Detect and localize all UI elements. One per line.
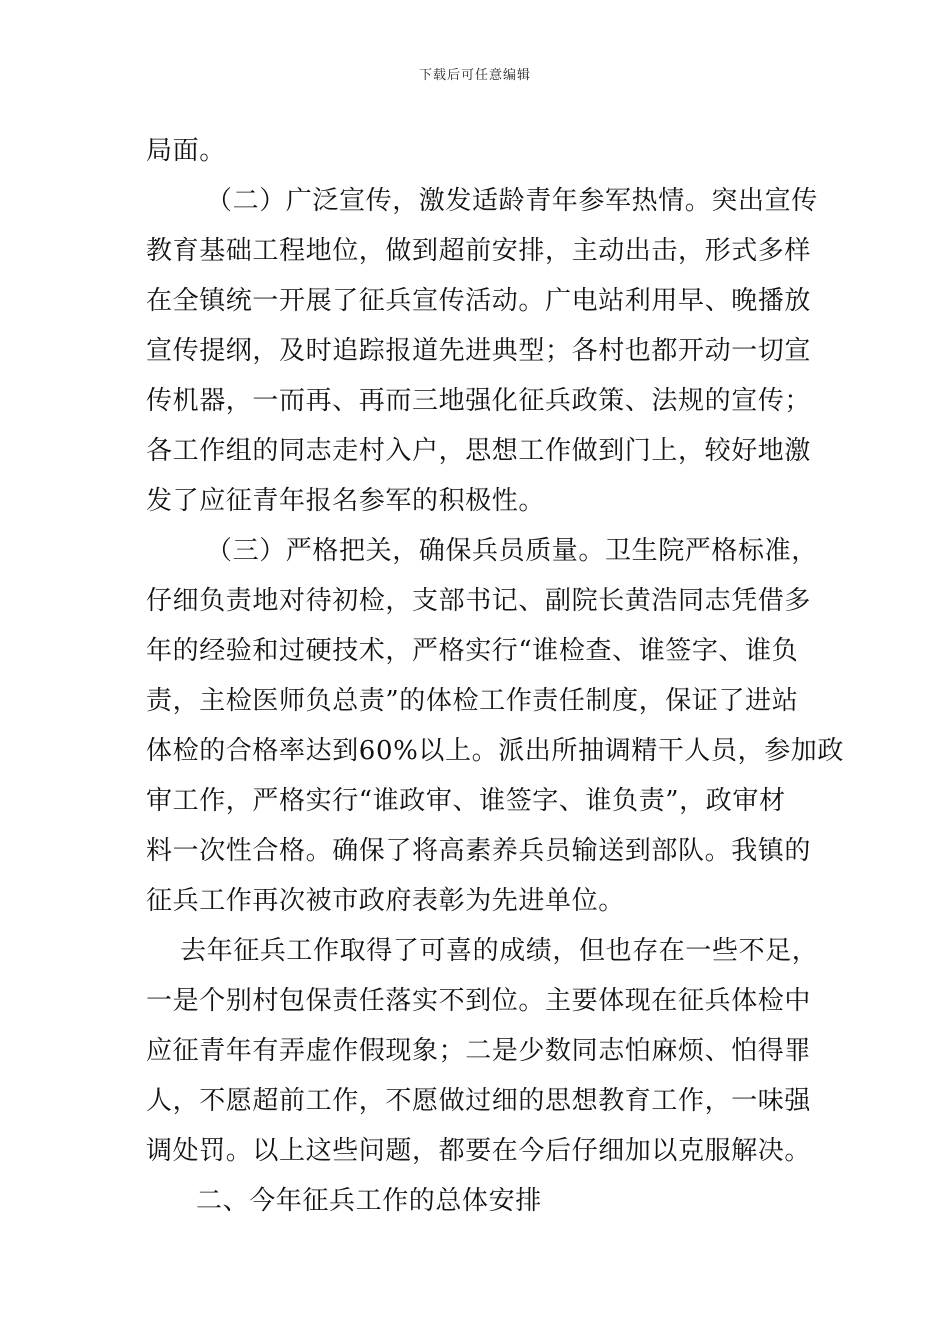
- text-line: 年的经验和过硬技术，严格实行“谁检查、谁签字、谁负: [146, 636, 799, 666]
- text-line: 审工作，严格实行“谁政审、谁签字、谁负责”，政审材: [146, 786, 786, 816]
- text-line: 传机器，一而再、再而三地强化征兵政策、法规的宣传；: [146, 386, 812, 416]
- paragraph-heading-2: （二）广泛宣传，激发适龄青年参军热情。突出宣传: [206, 186, 818, 216]
- text-line: 宣传提纲，及时追踪报道先进典型；各村也都开动一切宣: [146, 336, 812, 366]
- text-line: 体检的合格率达到60%以上。派出所抽调精干人员，参加政: [146, 736, 844, 766]
- text-line: 一是个别村包保责任落实不到位。主要体现在征兵体检中: [146, 986, 812, 1016]
- text-line: 教育基础工程地位，做到超前安排，主动出击，形式多样: [146, 236, 812, 266]
- section-heading: 二、今年征兵工作的总体安排: [196, 1186, 542, 1216]
- paragraph-start: 去年征兵工作取得了可喜的成绩，但也存在一些不足，: [180, 936, 819, 966]
- text-line: 发了应征青年报名参军的积极性。: [146, 486, 546, 516]
- text-line: 责，主检医师负总责”的体检工作责任制度，保证了进站: [146, 686, 799, 716]
- text-line: 应征青年有弄虚作假现象；二是少数同志怕麻烦、怕得罪: [146, 1036, 812, 1066]
- page-header: 下载后可任意编辑: [418, 68, 531, 83]
- text-line: 料一次性合格。确保了将高素养兵员输送到部队。我镇的: [146, 836, 812, 866]
- text-line: 人，不愿超前工作，不愿做过细的思想教育工作，一味强: [146, 1086, 812, 1116]
- text-line: 局面。: [146, 136, 226, 166]
- paragraph-heading-3: （三）严格把关，确保兵员质量。卫生院严格标准，: [206, 536, 818, 566]
- text-line: 仔细负责地对待初检，支部书记、副院长黄浩同志凭借多: [146, 586, 812, 616]
- text-line: 调处罚。以上这些问题，都要在今后仔细加以克服解决。: [146, 1136, 812, 1166]
- text-line: 各工作组的同志走村入户，思想工作做到门上，较好地激: [146, 436, 812, 466]
- document-body: [146, 126, 844, 1226]
- text-line: 征兵工作再次被市政府表彰为先进单位。: [146, 886, 625, 916]
- text-line: 在全镇统一开展了征兵宣传活动。广电站利用早、晚播放: [146, 286, 812, 316]
